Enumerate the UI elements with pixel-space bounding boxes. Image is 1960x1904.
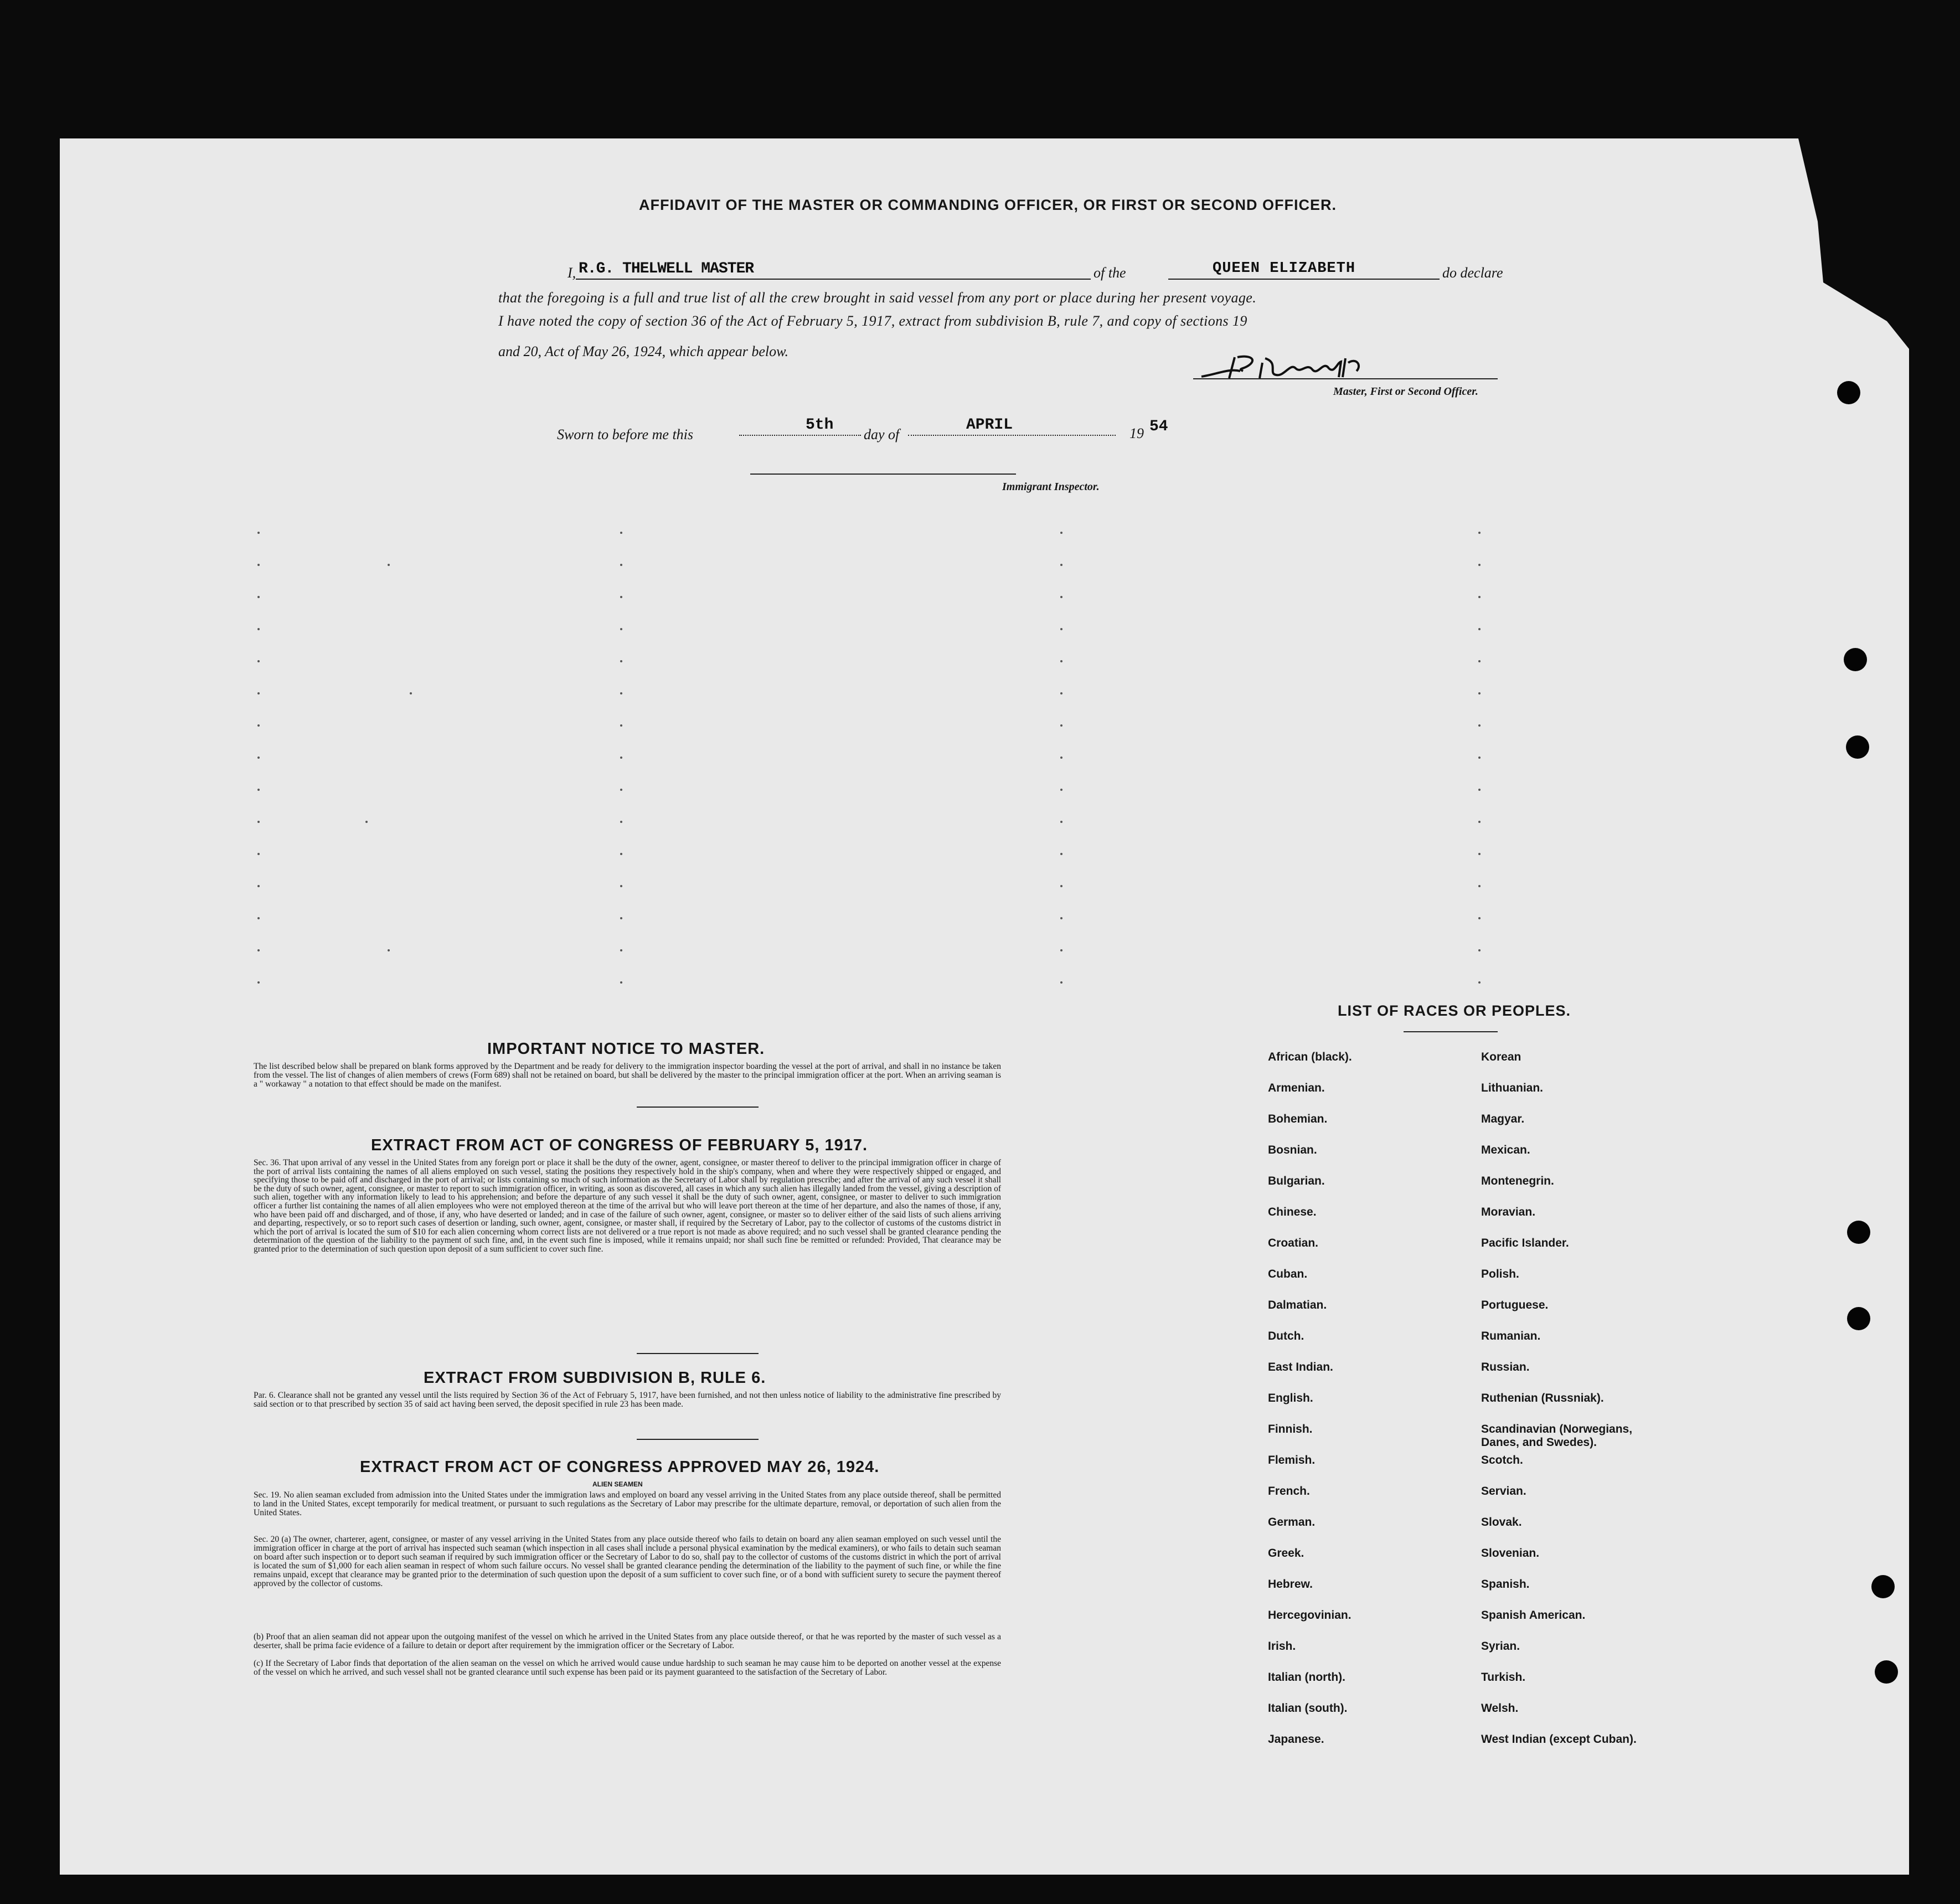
binder-hole xyxy=(1847,1307,1870,1330)
races-divider xyxy=(1404,1031,1498,1032)
guide-dot xyxy=(257,532,260,534)
guide-dot xyxy=(1060,596,1062,598)
sworn-day-handwritten: 5th xyxy=(806,416,834,434)
guide-dot xyxy=(620,789,622,791)
race-item-left-15: German. xyxy=(1268,1516,1316,1529)
race-item-right-12: Scandinavian (Norwegians, Danes, and Swedes). xyxy=(1481,1423,1633,1449)
guide-dot xyxy=(1478,917,1481,919)
binder-hole xyxy=(1837,381,1860,404)
race-item-right-4: Montenegrin. xyxy=(1481,1175,1554,1187)
vessel-name-line xyxy=(1168,279,1440,280)
guide-dot xyxy=(257,660,260,662)
race-item-left-11: English. xyxy=(1268,1392,1313,1404)
guide-dot xyxy=(388,949,390,951)
race-item-right-9: Rumanian. xyxy=(1481,1330,1541,1342)
race-item-right-17: Spanish. xyxy=(1481,1578,1530,1591)
guide-dot xyxy=(1478,564,1481,566)
extract-1924-sec19: Sec. 19. No alien seaman excluded from admission into the United States under the immigration laws and employed on board any vessel arriving in the United States from any place outside thereof, shall be permitted to land in the United States, except temporarily for medical treatment, or pursuant to such regulations as the Secretary of Labor may prescribe for the ultimate departure, removal, or deportation of such alien from the United States. xyxy=(254,1490,1001,1517)
guide-dot xyxy=(1060,532,1062,534)
race-item-left-17: Hebrew. xyxy=(1268,1578,1313,1591)
race-item-left-10: East Indian. xyxy=(1268,1361,1333,1373)
race-item-right-13: Scotch. xyxy=(1481,1454,1523,1466)
year-prefix: 19 xyxy=(1129,425,1144,441)
day-of-label: day of xyxy=(864,426,900,442)
guide-dot xyxy=(620,628,622,630)
race-item-left-19: Irish. xyxy=(1268,1640,1296,1653)
guide-dot xyxy=(1478,596,1481,598)
guide-dot xyxy=(257,596,260,598)
race-item-right-7: Polish. xyxy=(1481,1268,1519,1280)
race-item-right-10: Russian. xyxy=(1481,1361,1530,1373)
affidavit-line-1: that the foregoing is a full and true list of all the crew brought in said vessel from any port or place during her present voyage. xyxy=(498,290,1257,306)
guide-dot xyxy=(1060,981,1062,984)
guide-dot xyxy=(620,724,622,727)
guide-dot xyxy=(257,757,260,759)
affidavit-line-2: I have noted the copy of section 36 of the Act of February 5, 1917, extract from subdivision B, rule 7, and copy of sections 19 xyxy=(498,313,1247,329)
binder-hole xyxy=(1844,648,1867,671)
race-item-left-5: Chinese. xyxy=(1268,1206,1317,1218)
guide-dot xyxy=(620,692,622,694)
guide-dot xyxy=(620,917,622,919)
subdivision-divider xyxy=(637,1439,759,1440)
race-item-right-5: Moravian. xyxy=(1481,1206,1536,1218)
sworn-month-line xyxy=(908,435,1116,436)
vessel-name-handwritten: QUEEN ELIZABETH xyxy=(1213,260,1356,277)
guide-dot xyxy=(620,757,622,759)
notice-title: IMPORTANT NOTICE TO MASTER. xyxy=(487,1040,765,1058)
guide-dot xyxy=(257,917,260,919)
guide-dot xyxy=(257,724,260,727)
guide-dot xyxy=(1060,853,1062,855)
races-right-column xyxy=(1481,1051,1664,1764)
guide-dot xyxy=(1478,789,1481,791)
sworn-day-line xyxy=(739,435,861,436)
guide-dot xyxy=(257,949,260,951)
binder-hole xyxy=(1875,1660,1898,1684)
race-item-right-22: West Indian (except Cuban). xyxy=(1481,1733,1637,1746)
extract-1924-sec20a: Sec. 20 (a) The owner, charterer, agent, consignee, or master of any vessel arriving in the United States from any place outside thereof who fails to detain on board any alien seaman employed on such vessel until the immigration officer in charge at the port of arrival has inspected such seaman (which inspection in all cases shall include a personal physical examination by the medical examiners), or who fails to detain such seaman on board after such inspection or to deport such seaman if required by such immigration officer or the Secretary of Labor to do so, shall pay to the collector of customs of the customs district in which the port of arrival is located the sum of $1,000 for each alien seaman in respect of whom such failure occurs. No vessel shall be granted clearance pending the determination of the liability to the payment of such fine, or while the fine remains unpaid, except that clearance may be granted prior to the determination of such question upon the deposit of a sum sufficient to cover such fine, or of a bond with sufficient surety to secure the payment thereof approved by the collector of customs. xyxy=(254,1535,1001,1588)
sworn-label: Sworn to before me this xyxy=(557,426,694,442)
notice-divider xyxy=(637,1107,759,1108)
guide-dot xyxy=(257,628,260,630)
guide-dot xyxy=(1478,821,1481,823)
sworn-year-handwritten: 54 xyxy=(1149,418,1168,435)
guide-dot xyxy=(257,885,260,887)
extract-1917-title: EXTRACT FROM ACT OF CONGRESS OF FEBRUARY 5, 1917. xyxy=(371,1136,868,1154)
guide-dot xyxy=(1060,564,1062,566)
extract-1917-divider xyxy=(637,1353,759,1354)
race-item-left-9: Dutch. xyxy=(1268,1330,1304,1342)
master-name-line xyxy=(576,279,1091,280)
guide-dot xyxy=(1060,660,1062,662)
race-item-left-4: Bulgarian. xyxy=(1268,1175,1325,1187)
race-item-right-11: Ruthenian (Russniak). xyxy=(1481,1392,1604,1404)
guide-dot xyxy=(620,885,622,887)
races-title: LIST OF RACES OR PEOPLES. xyxy=(1338,1002,1571,1019)
race-item-right-21: Welsh. xyxy=(1481,1702,1519,1715)
inspector-caption: Immigrant Inspector. xyxy=(1002,481,1100,493)
affidavit-heading: AFFIDAVIT OF THE MASTER OR COMMANDING OFFICER, OR FIRST OR SECOND OFFICER. xyxy=(639,197,1337,213)
race-item-right-1: Lithuanian. xyxy=(1481,1082,1543,1094)
subdivision-title: EXTRACT FROM SUBDIVISION B, RULE 6. xyxy=(424,1369,766,1387)
race-item-left-16: Greek. xyxy=(1268,1547,1304,1560)
signature-line xyxy=(1193,378,1498,379)
extract-1924-sec20c: (c) If the Secretary of Labor finds that deportation of the alien seaman on the vessel on which he arrived would cause undue hardship to such seaman he may cause him to be deported on another vessel at the expense of the vessel on which he arrived, and such vessel shall not be granted clearance until such expense has been paid or its payment guaranteed to the satisfaction of the Secretary of Labor. xyxy=(254,1659,1001,1677)
guide-dot xyxy=(620,981,622,984)
guide-dot xyxy=(1478,628,1481,630)
guide-dot xyxy=(365,821,368,823)
guide-dot xyxy=(257,789,260,791)
guide-dot xyxy=(1060,724,1062,727)
guide-dot xyxy=(1478,949,1481,951)
races-left-column xyxy=(1268,1051,1352,1764)
guide-dot xyxy=(1060,789,1062,791)
race-item-right-2: Magyar. xyxy=(1481,1113,1525,1125)
race-item-right-6: Pacific Islander. xyxy=(1481,1237,1569,1249)
signature-caption: Master, First or Second Officer. xyxy=(1333,385,1478,398)
guide-dot xyxy=(1060,917,1062,919)
guide-dot xyxy=(257,981,260,984)
guide-dot xyxy=(1478,724,1481,727)
binder-hole xyxy=(1847,1221,1870,1244)
race-item-right-14: Servian. xyxy=(1481,1485,1526,1498)
race-item-right-19: Syrian. xyxy=(1481,1640,1520,1653)
race-item-right-8: Portuguese. xyxy=(1481,1299,1549,1311)
guide-dot xyxy=(1060,692,1062,694)
guide-dot xyxy=(620,532,622,534)
guide-dot xyxy=(1478,692,1481,694)
guide-dot xyxy=(257,853,260,855)
race-item-right-16: Slovenian. xyxy=(1481,1547,1540,1560)
guide-dot xyxy=(1478,660,1481,662)
guide-dot xyxy=(620,564,622,566)
race-item-left-3: Bosnian. xyxy=(1268,1144,1317,1156)
race-item-right-3: Mexican. xyxy=(1481,1144,1530,1156)
guide-dot xyxy=(257,692,260,694)
race-item-left-12: Finnish. xyxy=(1268,1423,1313,1435)
do-declare-label: do declare xyxy=(1442,265,1503,281)
race-item-left-21: Italian (south). xyxy=(1268,1702,1348,1715)
guide-dot xyxy=(1478,532,1481,534)
race-item-left-14: French. xyxy=(1268,1485,1310,1498)
guide-dot xyxy=(257,564,260,566)
guide-dot xyxy=(1478,981,1481,984)
binder-hole xyxy=(1871,1575,1895,1598)
guide-dot xyxy=(257,821,260,823)
extract-1924-subtitle: ALIEN SEAMEN xyxy=(592,1480,643,1488)
guide-dot xyxy=(410,692,412,694)
guide-dot xyxy=(388,564,390,566)
guide-dot xyxy=(620,949,622,951)
extract-1924-sec20b: (b) Proof that an alien seaman did not appear upon the outgoing manifest of the vessel on which he arrived in the United States from any place outside thereof, or that he was reported by the master of such vessel as a deserter, shall be prima facie evidence of a failure to detain or deport after requirement by the immigration officer or the Secretary of Labor. xyxy=(254,1632,1001,1650)
race-item-right-20: Turkish. xyxy=(1481,1671,1526,1684)
race-item-left-1: Armenian. xyxy=(1268,1082,1325,1094)
notice-body: The list described below shall be prepared on blank forms approved by the Department and be ready for delivery to the immigration inspector boarding the vessel at the port of arrival, and shall in no instance be taken from the vessel. The list of changes of alien members of crews (Form 689) shall not be retained on board, but shall be delivered by the master to the principal immigration officer at the port. When an arriving seaman is a " workaway " a notation to that effect should be made on the manifest. xyxy=(254,1062,1001,1089)
race-item-left-20: Italian (north). xyxy=(1268,1671,1345,1684)
guide-dot xyxy=(1060,821,1062,823)
extract-1924-title: EXTRACT FROM ACT OF CONGRESS APPROVED MAY 26, 1924. xyxy=(360,1458,880,1476)
race-item-left-0: African (black). xyxy=(1268,1051,1352,1063)
subdivision-body: Par. 6. Clearance shall not be granted any vessel until the lists required by Section 36 of the Act of February 5, 1917, have been furnished, and not then unless notice of liability to the administrative fine prescribed by said section or to that prescribed by section 35 of said act having been served, the deposit specified in rule 23 has been made. xyxy=(254,1391,1001,1409)
race-item-left-7: Cuban. xyxy=(1268,1268,1308,1280)
guide-dot xyxy=(1060,757,1062,759)
affidavit-i-label: I, xyxy=(568,265,576,281)
guide-dot xyxy=(1478,853,1481,855)
guide-dot xyxy=(620,821,622,823)
guide-dot xyxy=(1060,628,1062,630)
affidavit-line-3: and 20, Act of May 26, 1924, which appear below. xyxy=(498,343,789,359)
sworn-month-handwritten: APRIL xyxy=(966,416,1013,434)
race-item-right-15: Slovak. xyxy=(1481,1516,1522,1529)
race-item-left-18: Hercegovinian. xyxy=(1268,1609,1352,1622)
guide-dot xyxy=(1478,757,1481,759)
extract-1917-body: Sec. 36. That upon arrival of any vessel in the United States from any foreign port or place it shall be the duty of the owner, agent, consignee, or master thereof to deliver to the principal immigration officer in charge of the port of arrival lists containing the names of all aliens employed on such vessel, stating the positions they respectively hold in the ship's company, when and where they were respectively shipped or engaged, and specifying those to be paid off and discharged in the port of arrival; or lists containing so much of such information as the Secretary of Labor shall by regulation prescribe; and after the arrival of any such vessel it shall be the duty of such owner, agent, consignee, or master to report to such immigration officer, in writing, as soon as discovered, all cases in which any such alien has illegally landed from the vessel, giving a description of such alien, together with any information likely to lead to his apprehension; and before the departure of any such vessel it shall be the duty of such owner, agent, consignee, or master to deliver to such immigration officer a further list containing the names of all alien employees who were not employed thereon at the time of the arrival but who will leave port thereon at the time of her departure, and also the names of those, if any, who have been paid off and discharged, and of those, if any, who have deserted or landed; and in case of the failure of such owner, agent, consignee, or master so to deliver either of the said lists of such aliens arriving and departing, respectively, or so to report such cases of desertion or landing, such owner, agent, consignee, or master shall, if required by the Secretary of Labor, pay to the collector of customs of the customs district in which the port of arrival is located the sum of $10 for each alien concerning whom correct lists are not delivered or a true report is not made as above required; and no such vessel shall be granted clearance pending the determination of the question of the liability to the payment of such fine, and, in the event such fine is imposed, while it remains unpaid; nor shall such fine be remitted or refunded: Provided, That clearance may be granted prior to the determination of such question upon deposit of a sum sufficient to cover such fine. xyxy=(254,1158,1001,1254)
guide-dot xyxy=(1478,885,1481,887)
inspector-line xyxy=(750,474,1016,475)
guide-dot xyxy=(620,596,622,598)
master-name-handwritten: R.G. THELWELL MASTER xyxy=(579,260,754,277)
race-item-right-18: Spanish American. xyxy=(1481,1609,1586,1622)
guide-dot xyxy=(1060,949,1062,951)
race-item-left-6: Croatian. xyxy=(1268,1237,1319,1249)
race-item-left-2: Bohemian. xyxy=(1268,1113,1328,1125)
race-item-left-13: Flemish. xyxy=(1268,1454,1316,1466)
guide-dot xyxy=(620,660,622,662)
guide-dot xyxy=(620,853,622,855)
of-the-label: of the xyxy=(1094,265,1126,281)
race-item-left-8: Dalmatian. xyxy=(1268,1299,1327,1311)
race-item-left-22: Japanese. xyxy=(1268,1733,1324,1746)
binder-hole xyxy=(1846,735,1869,759)
guide-dot xyxy=(1060,885,1062,887)
race-item-right-0: Korean xyxy=(1481,1051,1521,1063)
